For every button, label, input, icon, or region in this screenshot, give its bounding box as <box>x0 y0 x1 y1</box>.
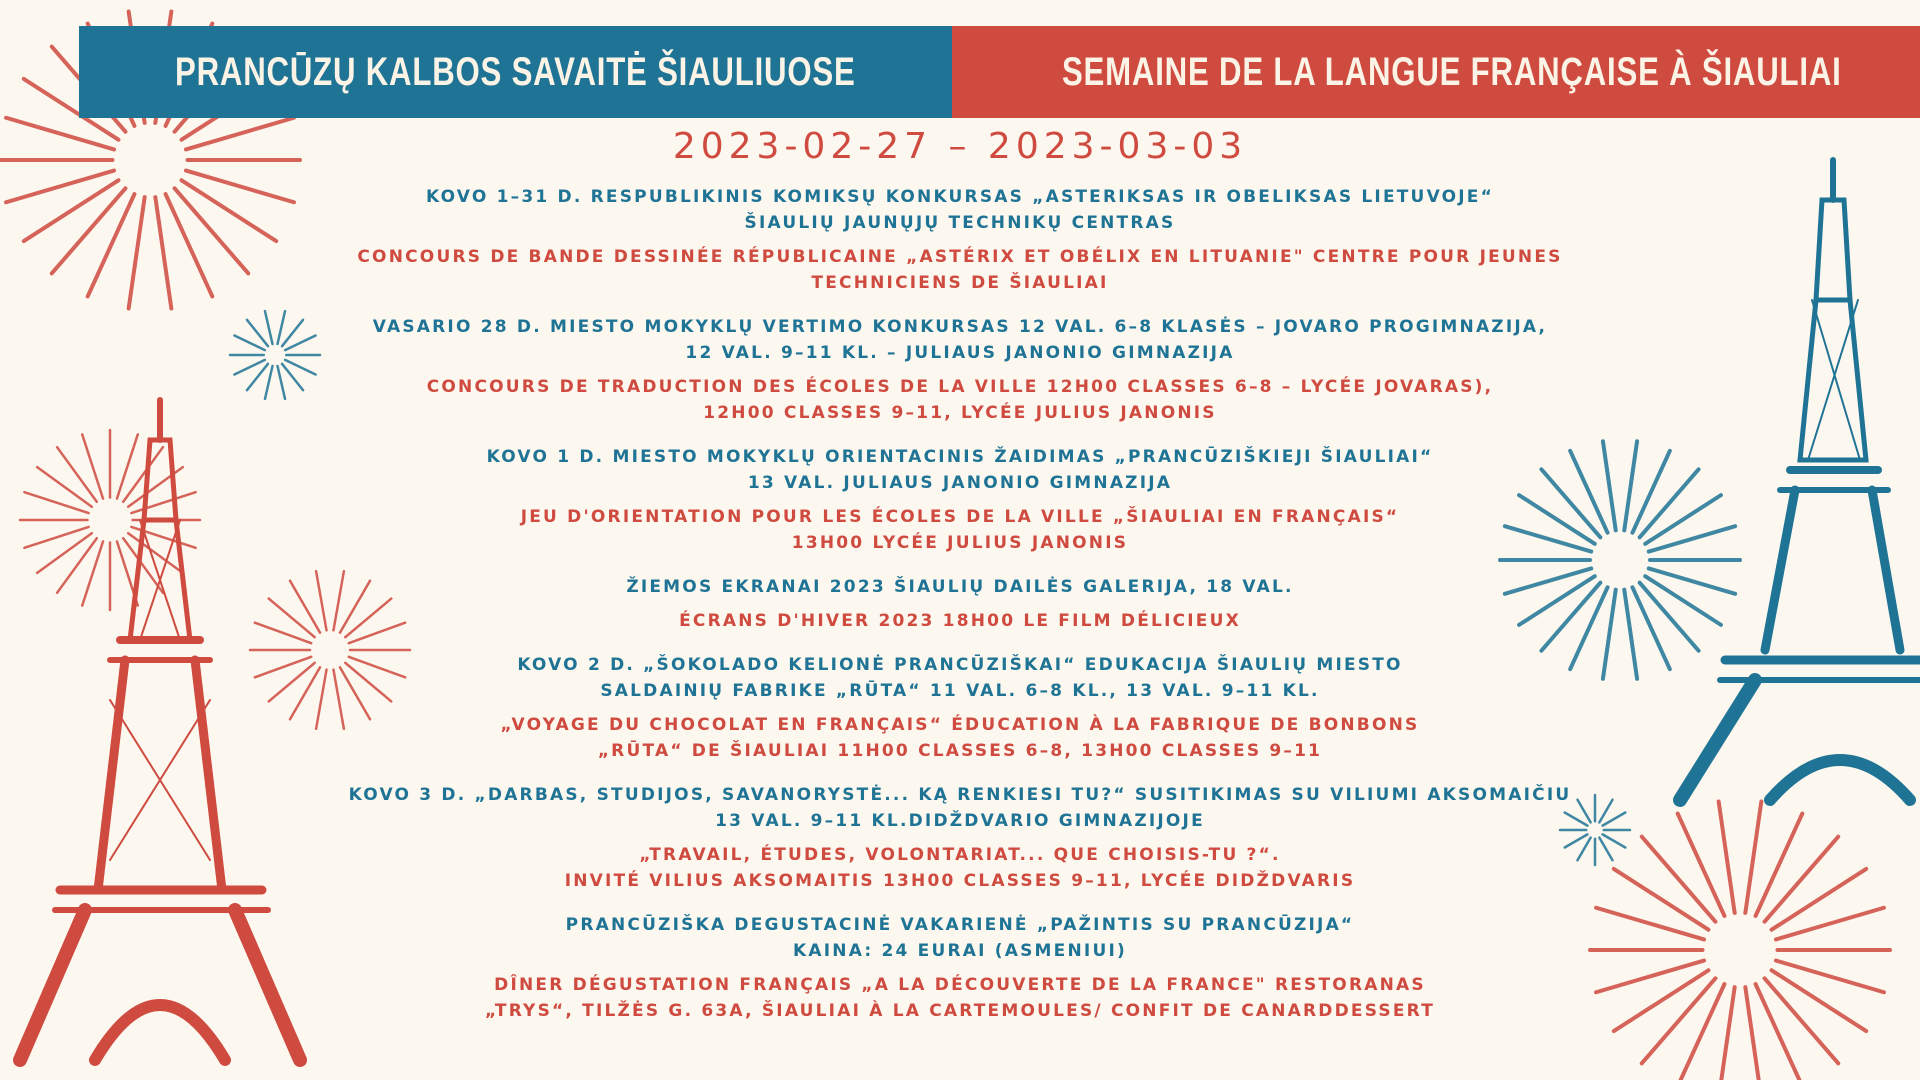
event-lt <box>300 912 1620 964</box>
event-fr <box>300 244 1620 296</box>
event-item <box>300 652 1620 764</box>
event-fr-line: ÉCRANS D'HIVER 2023 18H00 LE FILM DÉLICIEUX <box>679 611 1241 631</box>
event-lt-line: KOVO 2 D. „ŠOKOLADO KELIONĖ PRANCŪZIŠKAI“ EDUKACIJA ŠIAULIŲ MIESTO <box>517 655 1403 675</box>
event-fr <box>300 712 1620 764</box>
event-item <box>300 314 1620 426</box>
event-fr <box>300 608 1620 634</box>
event-item <box>300 912 1620 1024</box>
event-lt-line: VASARIO 28 D. MIESTO MOKYKLŲ VERTIMO KONKURSAS 12 VAL. 6–8 KLASĖS – JOVARO PROGIMNAZIJA, <box>372 317 1548 337</box>
event-lt <box>300 574 1620 600</box>
title-fr: SEMAINE DE LA LANGUE FRANÇAISE À ŠIAULIAI <box>1061 49 1842 94</box>
event-lt-line: KOVO 1–31 D. RESPUBLIKINIS KOMIKSŲ KONKURSAS „ASTERIKSAS IR OBELIKSAS LIETUVOJE“ <box>425 187 1494 207</box>
event-fr <box>300 374 1620 426</box>
event-dates: 2023-02-27 – 2023-03-03 <box>672 126 1248 167</box>
event-fr <box>300 842 1620 894</box>
event-fr-line: CONCOURS DE BANDE DESSINÉE RÉPUBLICAINE „ASTÉRIX ET OBÉLIX EN LITUANIE" CENTRE POUR JEUNES <box>357 247 1563 267</box>
event-fr <box>300 972 1620 1024</box>
events-list <box>300 184 1620 1042</box>
event-fr-line: CONCOURS DE TRADUCTION DES ÉCOLES DE LA VILLE 12H00 CLASSES 6–8 – LYCÉE JOVARAS), <box>426 377 1494 397</box>
event-fr-line: 12H00 CLASSES 9–11, LYCÉE JULIUS JANONIS <box>703 403 1217 423</box>
event-fr-line: 13H00 LYCÉE JULIUS JANONIS <box>791 533 1129 553</box>
event-fr-line: „VOYAGE DU CHOCOLAT EN FRANÇAIS“ ÉDUCATION À LA FABRIQUE DE BONBONS <box>500 715 1420 735</box>
title-fr-panel <box>952 26 1920 118</box>
event-item <box>300 184 1620 296</box>
eiffel-tower-left-icon <box>20 400 300 1060</box>
event-fr-line: INVITÉ VILIUS AKSOMAITIS 13H00 CLASSES 9–11, LYCÉE DIDŽDVARIS <box>564 871 1356 891</box>
title-lt: PRANCŪZŲ KALBOS SAVAITĖ ŠIAULIUOSE <box>174 49 856 94</box>
event-fr-line: DÎNER DÉGUSTATION FRANÇAIS „A LA DÉCOUVERTE DE LA FRANCE" RESTORANAS <box>494 975 1426 995</box>
event-fr-line: „TRAVAIL, ÉTUDES, VOLONTARIAT... QUE CHOISIS-TU ?“. <box>639 845 1281 865</box>
event-lt-line: SALDAINIŲ FABRIKE „RŪTA“ 11 VAL. 6–8 KL., 13 VAL. 9–11 KL. <box>600 681 1320 701</box>
event-lt-line: ŽIEMOS EKRANAI 2023 ŠIAULIŲ DAILĖS GALERIJA, 18 VAL. <box>626 577 1294 597</box>
event-lt-line: 13 VAL. JULIAUS JANONIO GIMNAZIJA <box>747 473 1173 493</box>
event-lt <box>300 652 1620 704</box>
event-lt-line: KOVO 1 D. MIESTO MOKYKLŲ ORIENTACINIS ŽAIDIMAS „PRANCŪZIŠKIEJI ŠIAULIAI“ <box>486 447 1434 467</box>
event-lt-line: KAINA: 24 EURAI (ASMENIUI) <box>793 941 1127 961</box>
event-fr-line: „TRYS“, TILŽĖS G. 63A, ŠIAULIAI À LA CARTEMOULES/ CONFIT DE CANARDDESSERT <box>484 1001 1436 1021</box>
event-item <box>300 444 1620 556</box>
title-lt-panel <box>79 26 952 118</box>
event-lt-line: PRANCŪZIŠKA DEGUSTACINĖ VAKARIENĖ „PAŽINTIS SU PRANCŪZIJA“ <box>565 915 1355 935</box>
event-fr-line: JEU D'ORIENTATION POUR LES ÉCOLES DE LA VILLE „ŠIAULIAI EN FRANÇAIS“ <box>520 507 1400 527</box>
event-lt-line: ŠIAULIŲ JAUNŲJŲ TECHNIKŲ CENTRAS <box>744 213 1176 233</box>
event-lt <box>300 782 1620 834</box>
event-lt-line: 13 VAL. 9–11 KL.DIDŽDVARIO GIMNAZIJOJE <box>715 811 1205 831</box>
event-fr-line: TECHNICIENS DE ŠIAULIAI <box>811 273 1109 293</box>
title-banner <box>79 26 1842 118</box>
eiffel-tower-right-icon <box>1680 160 1920 800</box>
event-lt <box>300 444 1620 496</box>
event-item <box>300 782 1620 894</box>
event-lt <box>300 314 1620 366</box>
event-lt-line: KOVO 3 D. „DARBAS, STUDIJOS, SAVANORYSTĖ... KĄ RENKIESI TU?“ SUSITIKIMAS SU VILIUMI AKSOMAIČIU <box>348 785 1572 805</box>
event-lt <box>300 184 1620 236</box>
event-item <box>300 574 1620 634</box>
event-fr-line: „RŪTA“ DE ŠIAULIAI 11H00 CLASSES 6–8, 13H00 CLASSES 9–11 <box>597 741 1323 761</box>
event-lt-line: 12 VAL. 9–11 KL. – JULIAUS JANONIO GIMNAZIJA <box>685 343 1235 363</box>
event-fr <box>300 504 1620 556</box>
